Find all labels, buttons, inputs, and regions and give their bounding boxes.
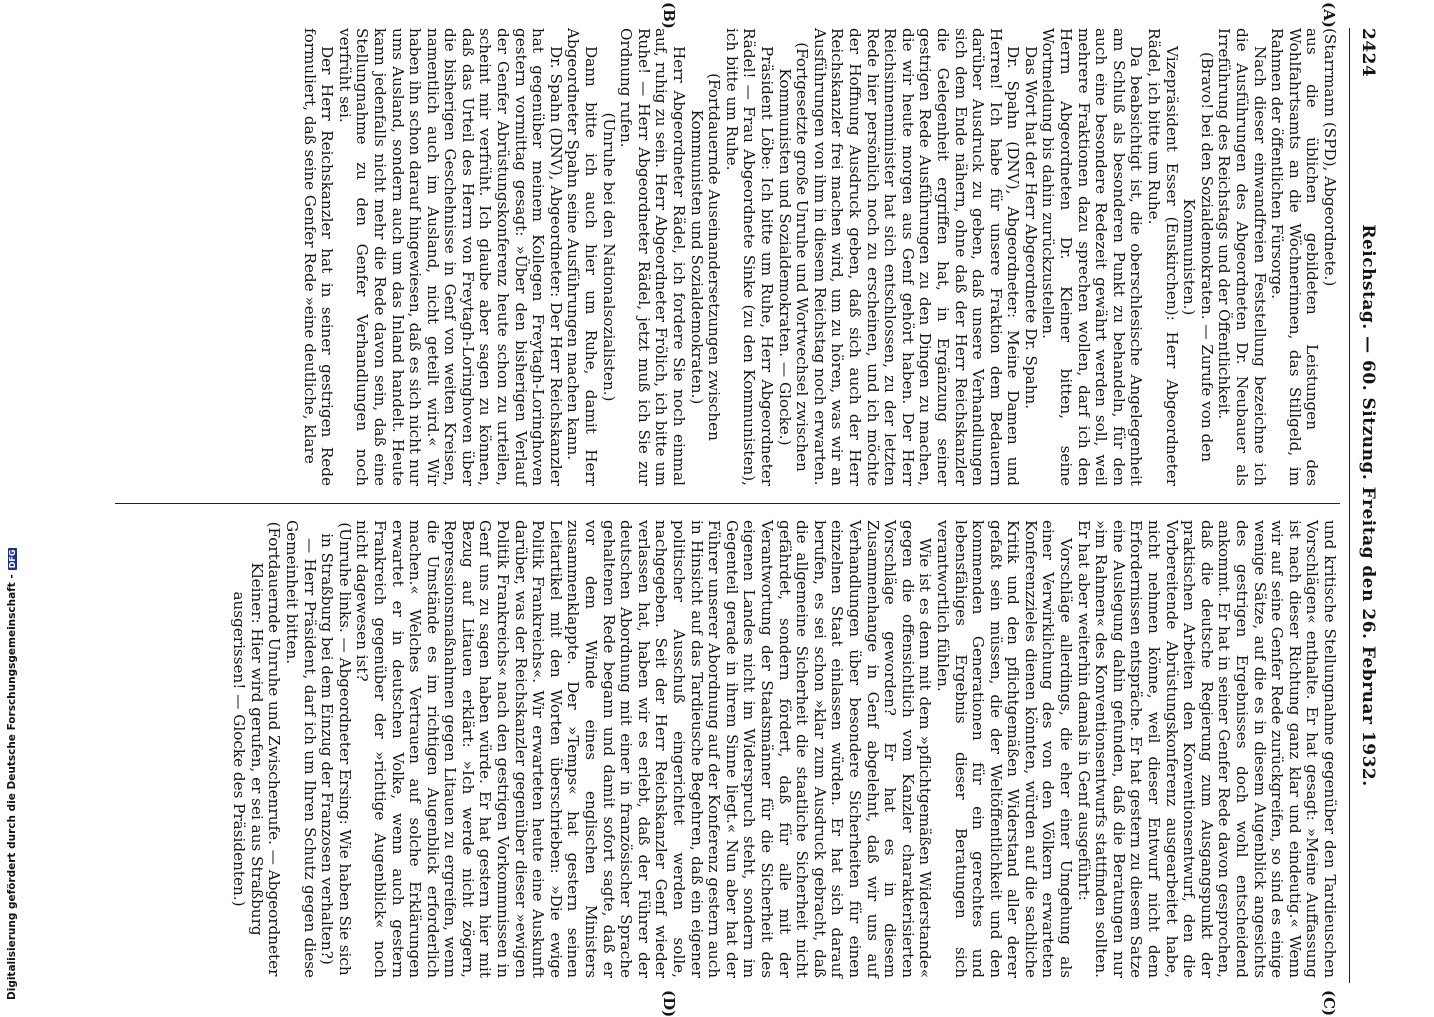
paragraph: Da beabsichtigt ist, die oberschlesische Angelegenheit am Schluß als besonderen Punkt zu behandeln, für den auch eine besondere Redezeit gewährt werden soll, weil mehrere Fraktionen dazu sprechen wollen, darf ich den Herrn Abgeordneten Dr. Kleiner bitten, seine Wortmeldung bis dahin zurückzustellen.	[1039, 28, 1146, 486]
page-number: 2424	[1358, 28, 1378, 78]
left-column	[118, 28, 1338, 486]
paragraph: Wie ist es denn mit dem »pflichtgemäßen Widerstande« gegen die offensichtlich vom Kanzler charakterisierten Vorschläge geworden? Er hat es in diesem Zusammenhange in Genf abgelehnt, daß wir uns auf Verhandlungen über besondere Sicherheiten für einen einzelnen Staat einlassen würden. Er hat sich darauf berufen, es sei schon »klar zum Ausdruck gebracht, daß die allgemeine Sicherheit die staatliche Sicherheit nicht gefährdet, sondern fördert, daß für alle mit der Verantwortung der Staatsmänner für die Sicherheit des eigenen Landes nicht im Widerspruch steht, sondern im Gegenteil gerade in ihrem Sinne liegt.« Nun aber hat der Führer unserer Abordnung auf der Konferenz gestern auch in Hinsicht auf das Tardieusche Begehren, daß ein eigener politischer Ausschuß eingerichtet werden solle, nachgegeben. Seit der Herr Reichskanzler Genf wieder verlassen hat, haben wir es erlebt, daß der Führer der deutschen Abordnung mit einer in französischer Sprache gehaltenen Rede begann und damit sofort sagte, daß er vor dem Winde eines englischen Ministers zusammenklappte. Der »Temps« hat gestern seinen Leitartikel mit den Worten überschrieben: »Die ewige Politik Frankreichs«. Wir erwarteten heute eine Auskunft darüber, was der Reichskanzler gegenüber dieser »ewigen Politik Frankreichs« nach den gestrigen Vorkommnissen in Genf uns zu sagen haben würde. Er hat gestern hier mit Bezug auf Litauen erklärt: »Ich werde nicht zögern, Repressionsmaßnahmen gegen Litauen zu ergreifen, wenn die Umstände es im richtigen Augenblick erforderlich machen.« Welches Vertrauen auf solche Erklärungen erwartet er in deutschen Volke, wenn auch gestern Frankreich gegenüber der »richtige Augenblick« noch nicht dagewesen ist?	[353, 520, 935, 978]
speaker-paragraph: Vizepräsident Esser (Euskirchen): Herr Abgeordneter Rädel, ich bitte um Ruhe.	[1145, 28, 1181, 486]
paragraph: — Herr Präsident, darf ich um Ihren Schutz gegen diese Gemeinheit bitten.	[282, 520, 319, 978]
paragraph: Herr Abgeordneter Rädel, ich fordere Sie noch einmal auf, ruhig zu sein. Herr Abgeordneter Frölich, ich bitte um Ruhe! — Herr Abgeordneter Rädel, jetzt muß ich Sie zur Ordnung rufen.	[617, 28, 689, 486]
paragraph: aus die üblichen gebildeten Leistungen des Wohlfahrtsamts an die Wöchnerinnen, das Stillgeld, im Rahmen der öffentlichen Fürsorge.	[1268, 28, 1322, 486]
quotation: Vorschläge allerdings, die eher einer Umgehung als einer Verwirklichung des von den Völkern erwarteten Konferenzzieles dienen könnten, würden auf die sachliche Kritik und den pflichtgemäßen Widerstand aller derer gefaßt sein müssen, die der Weltöffentlichkeit und den kommenden Generationen für ein gerechtes und lebensfähiges Ergebnis dieser Beratungen sich verantwortlich fühlen.	[933, 520, 1076, 978]
speaker-paragraph: Dr. Spahn (DNV), Abgeordneter: Der Herr Reichskanzler hat gegenüber meinem Kollegen Freytagh-Loringhoven gestern vormittag gesagt: »Über den bisherigen Verlauf der Genfer Abrüstungskonferenz heute schon zu urteilen, scheint mir verfrüht. Ich glaube aber sagen zu können, daß das Urteil des Herrn von Freytagh-Loringhoven über die bisherigen Geschehnisse in Genf von weiten Kreisen, namentlich auch im Ausland, nicht geteilt wird.« Wir haben ihn schon darauf hingewiesen, daß es sich nicht nur ums Ausland, sondern auch um das Inland handelt. Heute kann jedenfalls nicht mehr die Rede davon sein, daß eine Stellungnahme zu den Genfer Verhandlungen noch verfrüht sei.	[335, 28, 565, 486]
header-rule	[1349, 28, 1350, 983]
margin-mark-b: (B)	[660, 2, 678, 29]
running-title: Reichstag. — 60. Sitzung. Freitag den 26. Februar 1932.	[1358, 224, 1378, 787]
interjection: (Fortgesetzte große Unruhe und Wortwechsel zwischen Kommunisten und Sozialdemokraten. — Glocke.)	[775, 42, 812, 472]
paragraph: Dann bitte ich auch hier um Ruhe, damit Herr Abgeordneter Spahn seine Ausführungen machen kann.	[564, 28, 601, 486]
rotated-sheet	[110, 2, 1378, 1017]
interjection: (Fortdauernde Auseinandersetzungen zwischen Kommunisten und Sozialdemokraten.)	[687, 73, 724, 441]
column-divider	[115, 503, 1340, 504]
speaker-paragraph: Dr. Spahn (DNV), Abgeordneter: Meine Damen und Herren! Ich habe für unsere Fraktion dem Bedauern darüber Ausdruck zu geben, daß unsere Verhandlungen sich dem Ende nähern, ohne daß der Herr Reichskanzler die Gelegenheit ergriffen hat, in Ergänzung seiner gestrigen Rede Ausführungen zu den Dingen zu machen, die wir heute morgen aus Genf gehört haben. Der Herr Reichsinnenminister hat sich entschlossen, zu der letzten Rede hier persönlich noch zu erscheinen, und ich möchte der Hoffnung Ausdruck geben, daß sich auch der Herr Reichskanzler frei machen wird, um zu hören, was wir an Ausführungen von ihm in diesem Reichstag noch erwarten.	[810, 28, 1023, 486]
paragraph: und kritische Stellungnahme gegenüber den Tardieuschen Vorschlägen« enthalte. Er hat gesagt: »Meine Auffassung ist nach dieser Richtung ganz klar und eindeutig.« Wenn wir auf seine Genfer Rede zurückgreifen, so sind es einige wenige Sätze, auf die es in diesem Augenblick angesichts des gestrigen Ergebnisses doch wohl entscheidend ankommt. Er hat in seiner Genfer Rede davon gesprochen, daß die deutsche Regierung zum Ausgangspunkt der praktischen Arbeiten den Konventionsentwurf, den die Vorbereitende Abrüstungskonferenz ausgearbeitet habe, nicht nehmen könne, weil dieser Entwurf nicht dem Erfordernissen entspräche. Er hat gestern zu diesem Satze eine Auslegung dahin gefunden, daß die Beratungen nur »im Rahmen« des Konventionsentwurfs stattfinden sollten. Er hat aber weiterhin damals in Genf ausgeführt:	[1074, 520, 1339, 978]
interjection: (Unruhe bei den Nationalsozialisten.)	[599, 112, 618, 402]
margin-mark-d: (D)	[660, 990, 678, 1017]
paragraph: Nach dieser einwandfreien Feststellung bezeichne ich die Ausführungen des Abgeordneten Dr. Neubauer als Irreführung des Reichstags und der Öffentlichkeit.	[1215, 28, 1269, 486]
footer-credit: Digitalisierung gefördert durch die Deutsche Forschungsgemeinschaft -	[6, 574, 18, 1000]
paragraph: Das Wort hat der Herr Abgeordnete Dr. Spahn.	[1021, 46, 1040, 410]
interjection: (Bravo! bei den Sozialdemokraten. — Zurufe von den Kommunisten.)	[1180, 51, 1216, 463]
speaker-paragraph: Präsident Löbe: Ich bitte um Ruhe, Herr Abgeordneter Rädel! — Frau Abgeordnete Sinke (zu den Kommunisten), ich bitte um Ruhe.	[722, 28, 776, 486]
paragraph: (Starrmann (SPD), Abgeordnete.)	[1321, 28, 1339, 287]
interjection: (Unruhe links. — Abgeordneter Ersing: Wie haben Sie sich in Straßburg bei dem Einzug der Franzosen verhalten?)	[318, 522, 354, 976]
margin-mark-a: (A)	[1320, 2, 1338, 28]
dfg-logo: DFG	[7, 549, 17, 569]
interjection: (Fortdauernde Unruhe und Zwischenrufe. — Abgeordneter Kleiner: Hier wird gerufen, er sei aus Straßburg ausgerissen! — Glocke des Präsidenten.)	[230, 521, 284, 977]
right-column	[118, 520, 1338, 978]
margin-mark-c: (C)	[1320, 990, 1338, 1017]
digitization-footer	[6, 6, 18, 1000]
paragraph: Der Herr Reichskanzler hat in seiner gestrigen Rede formuliert, daß seine Genfer Rede »eine deutliche, klare	[300, 28, 337, 486]
running-header	[1352, 28, 1378, 983]
